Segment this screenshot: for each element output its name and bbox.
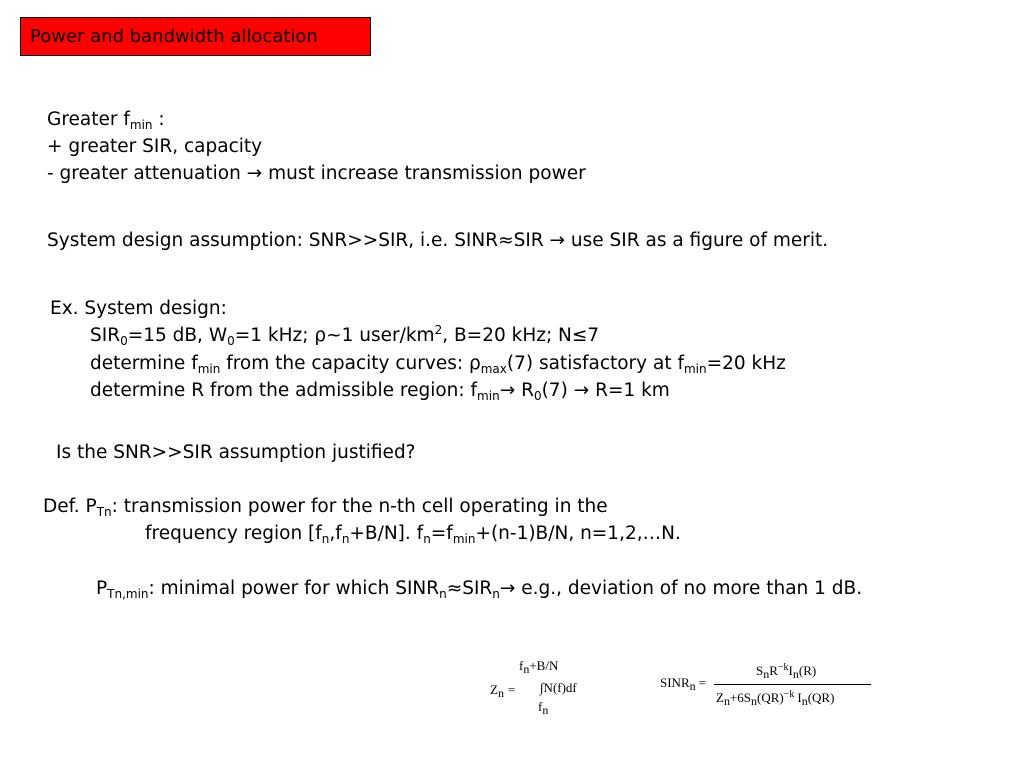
eq-text: Z	[716, 690, 724, 705]
greater-fmin-heading	[47, 109, 165, 131]
text-run: : transmission power for the n-th cell operating in the	[111, 496, 608, 517]
right-arrow-icon: →	[499, 578, 516, 599]
definition-minimal-power	[96, 578, 862, 600]
subscript: n	[439, 587, 447, 601]
integral-lower-limit	[538, 699, 549, 717]
text-run: from the capacity curves: ρ	[220, 353, 481, 374]
subscript: Tn,min	[107, 587, 149, 601]
eq-text: S	[756, 663, 764, 678]
pro-line	[47, 136, 262, 158]
subscript: n	[423, 532, 431, 546]
design-assumption-line	[47, 230, 828, 252]
text-run: determine f	[90, 353, 198, 374]
text-run: must increase transmission power	[262, 163, 586, 184]
eq-superscript: −k	[783, 689, 795, 700]
fraction-bar	[714, 684, 871, 685]
text-run: Def. P	[43, 496, 97, 517]
eq-text: (QR)	[757, 690, 784, 705]
example-parameters	[90, 325, 599, 347]
text-run: =15 dB, W	[127, 325, 228, 346]
subscript: n	[321, 532, 330, 546]
slide-title	[20, 17, 371, 56]
text-run: System design assumption: SNR>>SIR, i.e. SINR≈SIR	[47, 230, 550, 251]
example-step-fmin	[90, 353, 786, 375]
eq-subscript: n	[801, 694, 808, 708]
text-run: use SIR as a figure of merit.	[565, 230, 829, 251]
eq-text: SINR	[660, 675, 690, 690]
sinr-numerator	[756, 662, 817, 681]
sinr-denominator	[716, 689, 835, 708]
superscript: 2	[434, 323, 443, 337]
subscript: max	[480, 362, 507, 376]
text-run: ,f	[329, 523, 342, 544]
right-arrow-icon: →	[573, 380, 590, 401]
text-run: (7)	[541, 380, 574, 401]
text-run: - greater attenuation	[47, 163, 247, 184]
text-run: =20 kHz	[706, 353, 786, 374]
eq-text: f	[538, 699, 543, 714]
equals-sign: =	[507, 682, 516, 697]
text-run: R	[515, 380, 534, 401]
text-run: frequency region [f	[145, 523, 322, 544]
text-run: e.g., deviation of no more than 1 dB.	[515, 578, 863, 599]
eq-text: R	[769, 663, 778, 678]
text-run: Ex. System design:	[50, 298, 227, 319]
text-run: determine R from the admissible region: f	[90, 380, 478, 401]
equals-sign: =	[698, 675, 706, 690]
eq-subscript: n	[723, 694, 730, 708]
eq-text: ∫N(f)df	[540, 680, 577, 695]
right-arrow-icon: →	[499, 380, 516, 401]
eq-subscript: n	[542, 703, 549, 717]
eq-text: I	[797, 690, 802, 705]
eq-text: (R)	[798, 663, 817, 678]
text-run: +B/N]. f	[349, 523, 424, 544]
eq-text: +B/N	[529, 658, 559, 673]
definition-line-2	[145, 523, 681, 545]
text-run: + greater SIR, capacity	[47, 136, 263, 157]
right-arrow-icon: →	[246, 163, 263, 184]
example-step-r	[90, 380, 670, 402]
eq-subscript: n	[689, 679, 696, 693]
definition-line-1	[43, 496, 608, 518]
subscript: 0	[227, 334, 235, 348]
subscript: min	[197, 362, 221, 376]
sinr-lhs	[660, 675, 706, 693]
text-run: Is the SNR>>SIR assumption justified?	[56, 442, 416, 463]
subscript: min	[477, 389, 500, 403]
eq-subscript: n	[792, 667, 799, 681]
integral-body	[540, 681, 577, 694]
text-run: SIR	[90, 325, 121, 346]
subscript: 0	[533, 389, 542, 403]
eq-subscript: n	[751, 694, 758, 708]
eq-text: I	[788, 663, 793, 678]
text-run: (7) satisfactory at f	[506, 353, 684, 374]
example-heading	[50, 298, 227, 320]
eq-subscript: n	[523, 662, 530, 676]
subscript: n	[341, 532, 350, 546]
assumption-question	[56, 442, 416, 464]
con-line	[47, 163, 586, 185]
eq-text: (QR)	[807, 690, 835, 705]
subscript: min	[452, 532, 476, 546]
text-run: =1 kHz; ρ~1 user/km	[234, 325, 435, 346]
text-run: , B=20 kHz; N≤7	[442, 325, 600, 346]
eq-text: +6S	[729, 690, 752, 705]
zn-lhs	[490, 682, 516, 700]
text-run: R=1 km	[589, 380, 670, 401]
text-run: P	[96, 578, 108, 599]
eq-text: f	[519, 658, 524, 673]
subscript: 0	[120, 334, 128, 348]
eq-subscript: n	[497, 686, 504, 700]
integral-upper-limit	[519, 658, 559, 676]
subscript: Tn	[96, 505, 112, 519]
slide-title-text: Power and bandwidth allocation	[30, 26, 318, 47]
subscript: min	[683, 362, 707, 376]
text-run: Greater f	[47, 109, 130, 130]
text-run: =f	[430, 523, 453, 544]
subscript: min	[129, 118, 153, 132]
eq-superscript: −k	[777, 662, 789, 673]
text-run: +(n-1)B/N, n=1,2,…N.	[475, 523, 681, 544]
right-arrow-icon: →	[549, 230, 566, 251]
text-run: : minimal power for which SINR	[148, 578, 440, 599]
text-run: :	[152, 109, 165, 130]
eq-text: Z	[490, 682, 498, 697]
eq-subscript: n	[763, 667, 770, 681]
subscript: n	[492, 587, 500, 601]
text-run: ≈SIR	[446, 578, 493, 599]
